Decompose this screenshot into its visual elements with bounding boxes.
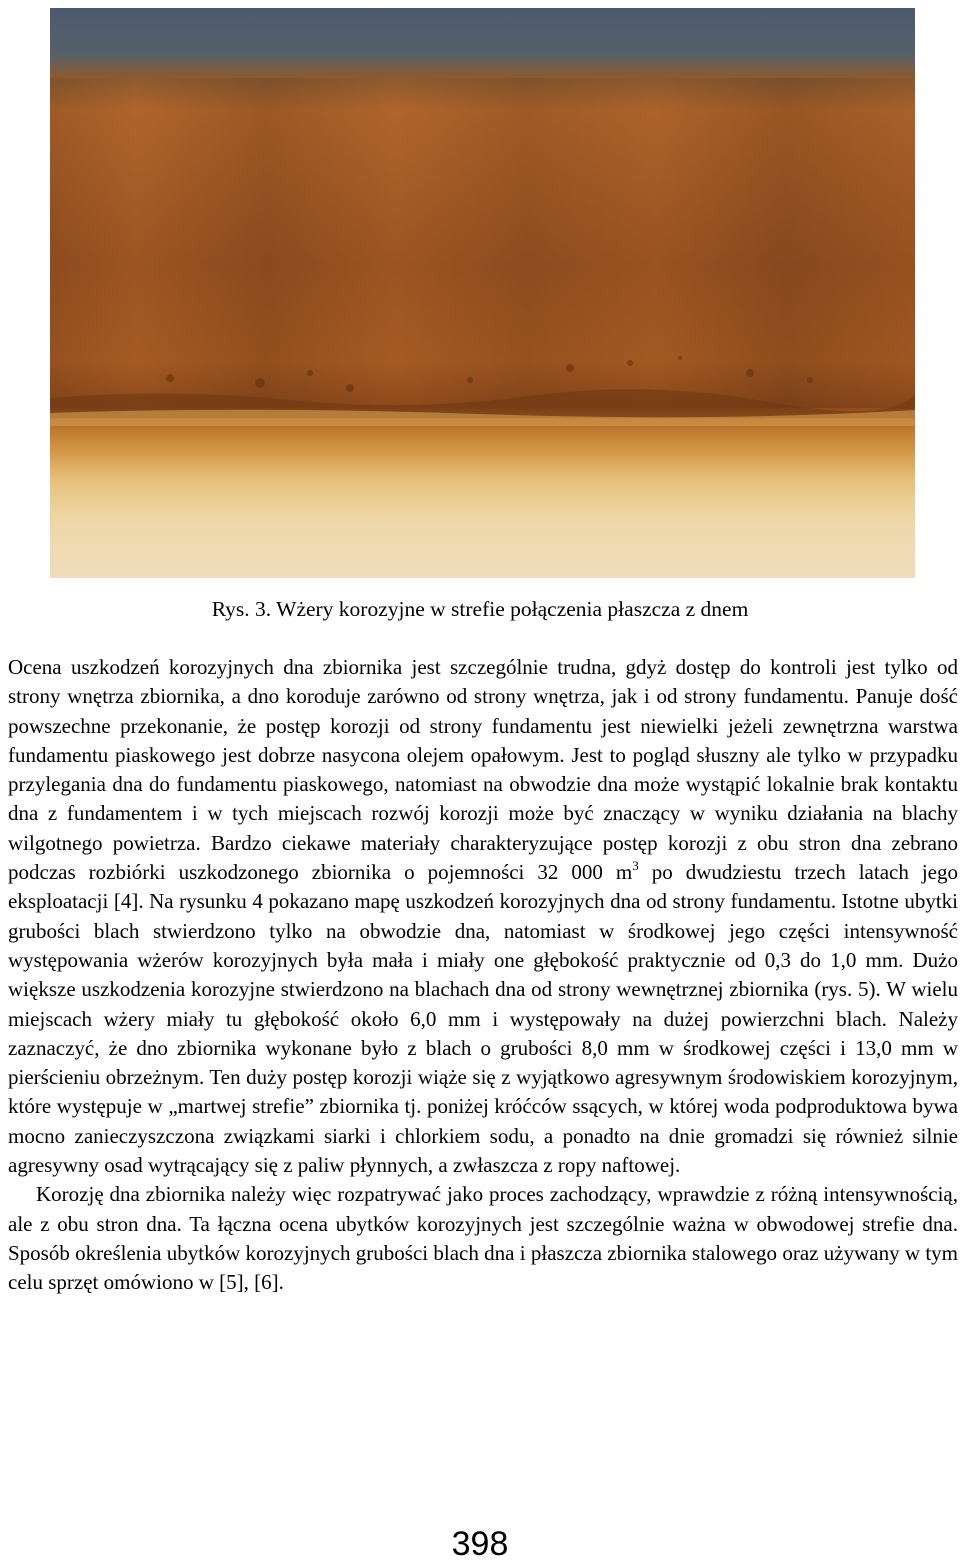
paragraph-2: Korozję dna zbiornika należy więc rozpatrywać jako proces zachodzący, wprawdzie z różną intensywnością, ale z obu stron dna. Ta łączna ocena ubytków korozyjnych jest szczególnie ważna w obwodowej strefie dna. Sposób określenia ubytków korozyjnych grubości blach dna i płaszcza zbiornika stalowego oraz używany w tym celu sprzęt omówiono w [5], [6]. <box>8 1182 958 1295</box>
paragraph-1-part-1: Ocena uszkodzeń korozyjnych dna zbiornika jest szczególnie trudna, gdyż dostęp do kontroli jest tylko od strony wnętrza zbiornika, a dno koroduje zarówno od strony wnętrza, jak i od strony fundamentu. Panuje dość powszechne przekonanie, że postęp korozji od strony fundamentu jest niewielki jeżeli zewnętrzna warstwa fundamentu piaskowego jest dobrze nasycona olejem opałowym. Jest to pogląd słuszny ale tylko w przypadku przylegania dna do fundamentu piaskowego, natomiast na obwodzie dna może wystąpić lokalnie brak kontaktu dna z fundamentem i w tych miejscach rozwój korozji może być znaczący w wyniku działania na blachy wilgotnego powietrza. Bardzo ciekawe materiały charakteryzujące postęp korozji z obu stron dna zebrano podczas rozbiórki uszkodzonego zbiornika o pojemności 32 000 m <box>8 655 958 885</box>
figure-caption: Rys. 3. Wżery korozyjne w strefie połączenia płaszcza z dnem <box>211 597 749 621</box>
paragraph-1-part-2: po dwudziestu trzech latach jego eksploatacji [4]. Na rysunku 4 pokazano mapę uszkodzeń korozyjnych dna od strony fundamentu. Istotne ubytki grubości blach stwierdzono tylko na obwodzie dna, natomiast w środkowej jego części intensywność występowania wżerów korozyjnych była mała i miały one głębokość praktycznie od 0,3 do 1,0 mm. Dużo większe uszkodzenia korozyjne stwierdzono na blachach dna od strony wewnętrznej zbiornika (rys. 5). W wielu miejscach wżery miały tu głębokość około 6,0 mm i występowały na dużej powierzchni blach. Należy zaznaczyć, że dno zbiornika wykonane było z blach o grubości 8,0 mm w środkowej części i 13,0 mm w pierścieniu obrzeżnym. Ten duży postęp korozji wiąże się z wyjątkowo agresywnym środowiskiem korozyjnym, które występuje w „martwej strefie” zbiornika tj. poniżej króćców ssących, w której woda podproduktowa bywa mocno zanieczyszczona związkami siarki i chlorkiem sodu, a ponadto na dnie gromadzi się również silnie agresywny osad wytrącający się z paliw płynnych, a zwłaszcza z ropy naftowej. <box>8 860 958 1178</box>
page-number: 398 <box>451 1525 509 1563</box>
corrosion-photo-image <box>50 8 915 578</box>
superscript-3: 3 <box>632 858 639 874</box>
corrosion-photo <box>50 8 915 578</box>
paragraph-1 <box>8 653 958 1180</box>
body-text <box>8 653 958 1298</box>
